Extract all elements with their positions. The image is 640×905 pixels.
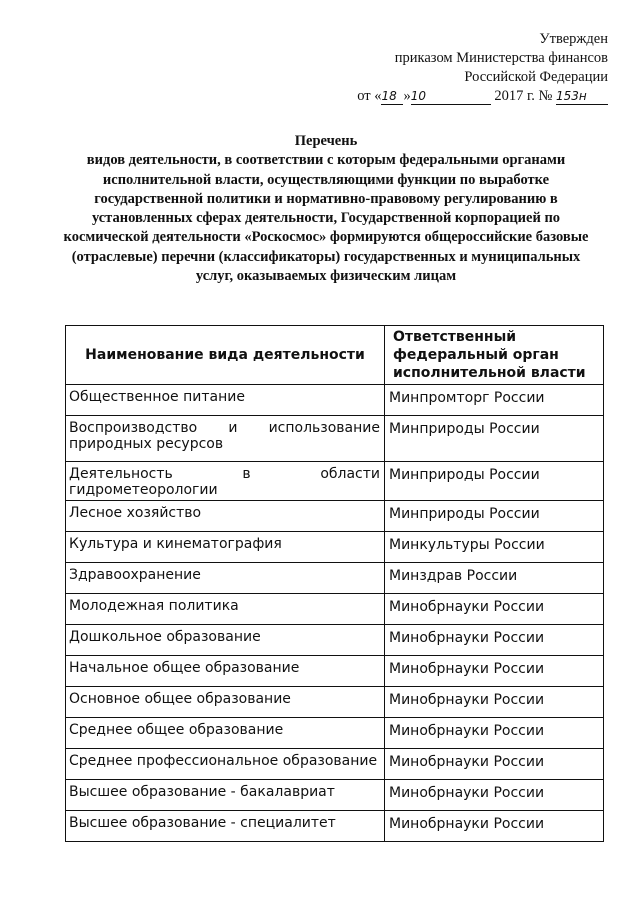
activity-cell: Общественное питание <box>66 385 385 416</box>
approval-date-line <box>357 87 608 106</box>
activity-cell: Воспроизводство и использование природных ресурсов <box>66 416 385 462</box>
title-heading: Перечень <box>294 133 358 149</box>
authority-cell: Минпромторг России <box>385 385 604 416</box>
authority-cell: Минприроды России <box>385 501 604 532</box>
activity-cell: Культура и кинематография <box>66 532 385 563</box>
activity-cell: Начальное общее образование <box>66 656 385 687</box>
authority-cell: Минздрав России <box>385 563 604 594</box>
table-row <box>66 780 604 811</box>
document-title <box>60 132 592 286</box>
activity-cell: Лесное хозяйство <box>66 501 385 532</box>
activity-cell: Высшее образование - бакалавриат <box>66 780 385 811</box>
table-row <box>66 416 604 462</box>
activity-cell: Среднее общее образование <box>66 718 385 749</box>
authority-cell: Минприроды России <box>385 462 604 501</box>
approval-block <box>357 30 608 106</box>
authority-cell: Минприроды России <box>385 416 604 462</box>
table-row <box>66 594 604 625</box>
table-row <box>66 462 604 501</box>
authority-cell: Минобрнауки России <box>385 594 604 625</box>
activity-cell: Молодежная политика <box>66 594 385 625</box>
handwritten-order-number: 153н <box>556 88 608 105</box>
header-authority: Ответственный федеральный орган исполнительной власти <box>385 326 604 385</box>
activity-cell: Основное общее образование <box>66 687 385 718</box>
authority-cell: Минобрнауки России <box>385 780 604 811</box>
activity-cell: Среднее профессиональное образование <box>66 749 385 780</box>
table-row <box>66 718 604 749</box>
approval-line-2: приказом Министерства финансов <box>394 50 608 66</box>
table-row <box>66 532 604 563</box>
header-activity: Наименование вида деятельности <box>66 326 385 385</box>
activity-cell: Дошкольное образование <box>66 625 385 656</box>
authority-cell: Минобрнауки России <box>385 718 604 749</box>
approval-line-3: Российской Федерации <box>464 69 608 85</box>
activity-cell: Деятельность в области гидрометеорологии <box>66 462 385 501</box>
year-text: 2017 г. № <box>494 88 553 104</box>
date-prefix: от « <box>357 88 382 104</box>
quote-close: » <box>403 88 411 104</box>
approval-line-1: Утвержден <box>539 31 608 47</box>
table-row <box>66 625 604 656</box>
table-row <box>66 749 604 780</box>
activity-cell: Высшее образование - специалитет <box>66 811 385 842</box>
authority-cell: Минобрнауки России <box>385 625 604 656</box>
table-row <box>66 687 604 718</box>
table-row <box>66 656 604 687</box>
authority-cell: Минобрнауки России <box>385 656 604 687</box>
authority-cell: Минобрнауки России <box>385 749 604 780</box>
authority-cell: Минобрнауки России <box>385 811 604 842</box>
table-row <box>66 811 604 842</box>
activities-table <box>65 325 604 842</box>
table-row <box>66 501 604 532</box>
table-header-row <box>66 326 604 385</box>
table-row <box>66 385 604 416</box>
table-row <box>66 563 604 594</box>
activity-cell: Здравоохранение <box>66 563 385 594</box>
handwritten-month: 10 <box>411 88 491 105</box>
title-body: видов деятельности, в соответствии с которым федеральными органами исполнительной власти, осуществляющими функции по выработке государственной политики и нормативно-правовому регулированию в установленных сферах деятельности, Государственной корпорацией по космической деятельности «Роскосмос» формируются общероссийские базовые (отраслевые) перечни (классификаторы) государственных и муниципальных услуг, оказываемых физическим лицам <box>63 152 589 285</box>
authority-cell: Минобрнауки России <box>385 687 604 718</box>
handwritten-day: 18 <box>381 88 403 105</box>
authority-cell: Минкультуры России <box>385 532 604 563</box>
